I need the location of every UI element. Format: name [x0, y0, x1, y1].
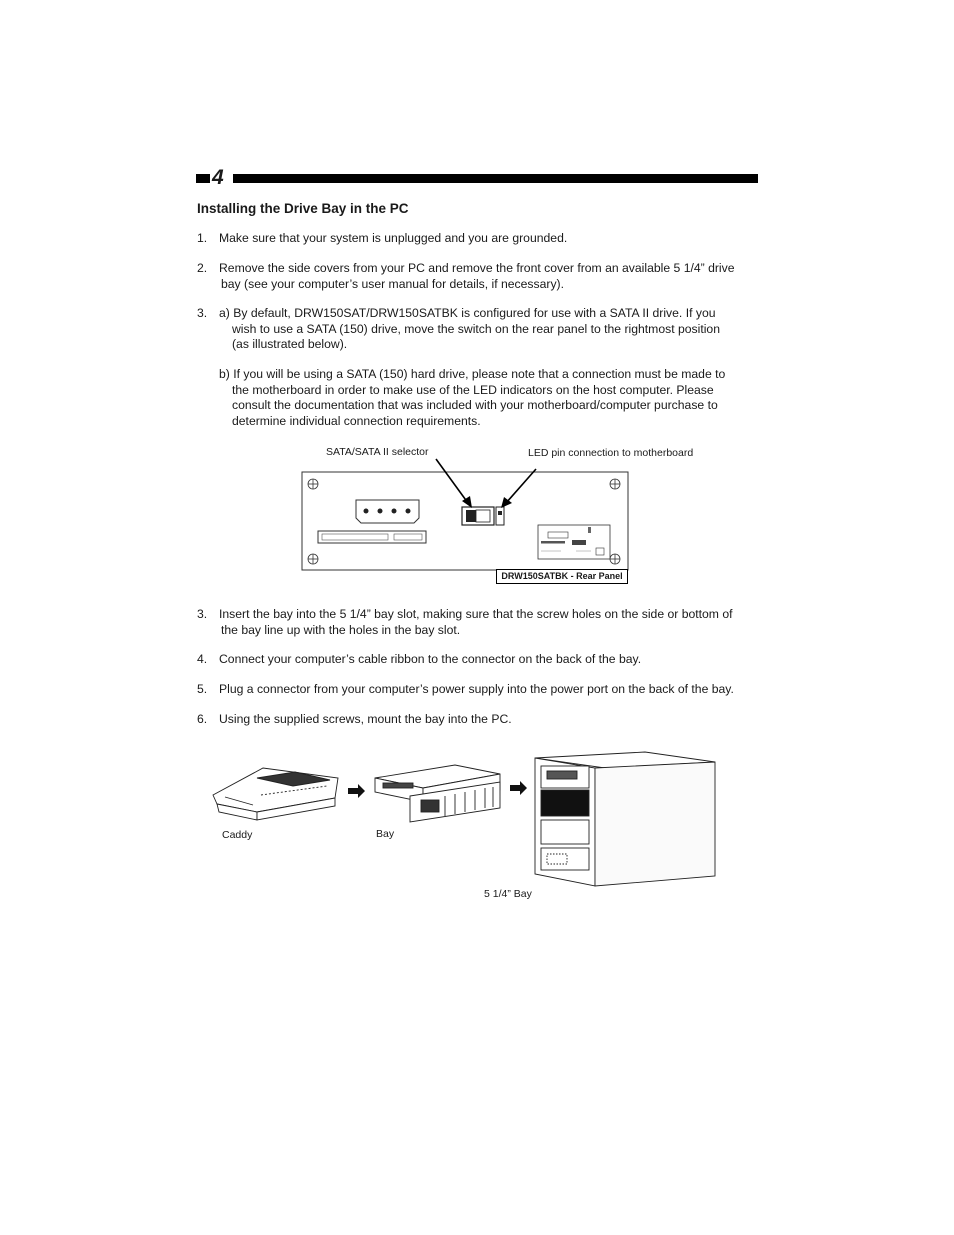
step-number: 6.	[197, 712, 208, 726]
caddy-illustration	[213, 768, 338, 820]
led-label: LED pin connection to motherboard	[528, 447, 694, 459]
header-rule	[233, 174, 758, 183]
step-1	[197, 231, 757, 247]
bay-caption: Bay	[376, 828, 395, 840]
step-text: Plug a connector from your computer’s power supply into the power port on the back of the bay.	[219, 682, 734, 696]
step-text: Connect your computer’s cable ribbon to the connector on the back of the bay.	[219, 652, 642, 666]
step-connect-cable	[197, 652, 757, 668]
step-text: (as illustrated below).	[232, 337, 348, 351]
pc-case-illustration	[535, 752, 715, 886]
step-number: 1.	[197, 231, 208, 245]
header-rule-left	[196, 174, 210, 183]
step-2	[197, 261, 757, 293]
step-text: wish to use a SATA (150) drive, move the switch on the rear panel to the rightmost position	[232, 322, 720, 336]
caddy-caption: Caddy	[222, 829, 253, 841]
page-number: 4	[212, 166, 224, 189]
step-text: the motherboard in order to make use of the LED indicators on the host computer. Please	[232, 383, 714, 397]
step-insert	[197, 607, 757, 639]
step-text: the bay line up with the holes in the bay slot.	[221, 623, 461, 637]
section-title: Installing the Drive Bay in the PC	[197, 201, 409, 216]
step-text: Using the supplied screws, mount the bay into the PC.	[219, 712, 512, 726]
step-3a	[197, 306, 757, 354]
step-number: 3.	[197, 306, 208, 320]
installation-drawing	[205, 750, 725, 890]
step-3b	[197, 367, 757, 431]
step-text: determine individual connection requirements.	[232, 414, 481, 428]
selector-label: SATA/SATA II selector	[326, 446, 429, 458]
step-number: 3.	[197, 607, 208, 621]
step-number: 2.	[197, 261, 208, 275]
step-text: b) If you will be using a SATA (150) hard drive, please note that a connection must be made to	[219, 367, 726, 381]
bay-illustration	[375, 765, 500, 822]
panel-caption: DRW150SATBK - Rear Panel	[496, 569, 628, 584]
step-number: 4.	[197, 652, 208, 666]
pc-bay-caption: 5 1/4” Bay	[484, 888, 532, 900]
step-power	[197, 682, 757, 698]
step-text: Make sure that your system is unplugged and you are grounded.	[219, 231, 568, 245]
step-text: consult the documentation that was included with your motherboard/computer purchase to	[232, 398, 718, 412]
step-text: a) By default, DRW150SAT/DRW150SATBK is configured for use with a SATA II drive. If you	[219, 306, 716, 320]
step-text: Insert the bay into the 5 1/4” bay slot, making sure that the screw holes on the side or bottom of	[219, 607, 733, 621]
step-text: Remove the side covers from your PC and remove the front cover from an available 5 1/4” drive	[219, 261, 735, 275]
step-number: 5.	[197, 682, 208, 696]
step-mount	[197, 712, 757, 728]
rear-panel-drawing	[296, 455, 636, 575]
step-text: bay (see your computer’s user manual for details, if necessary).	[221, 277, 564, 291]
